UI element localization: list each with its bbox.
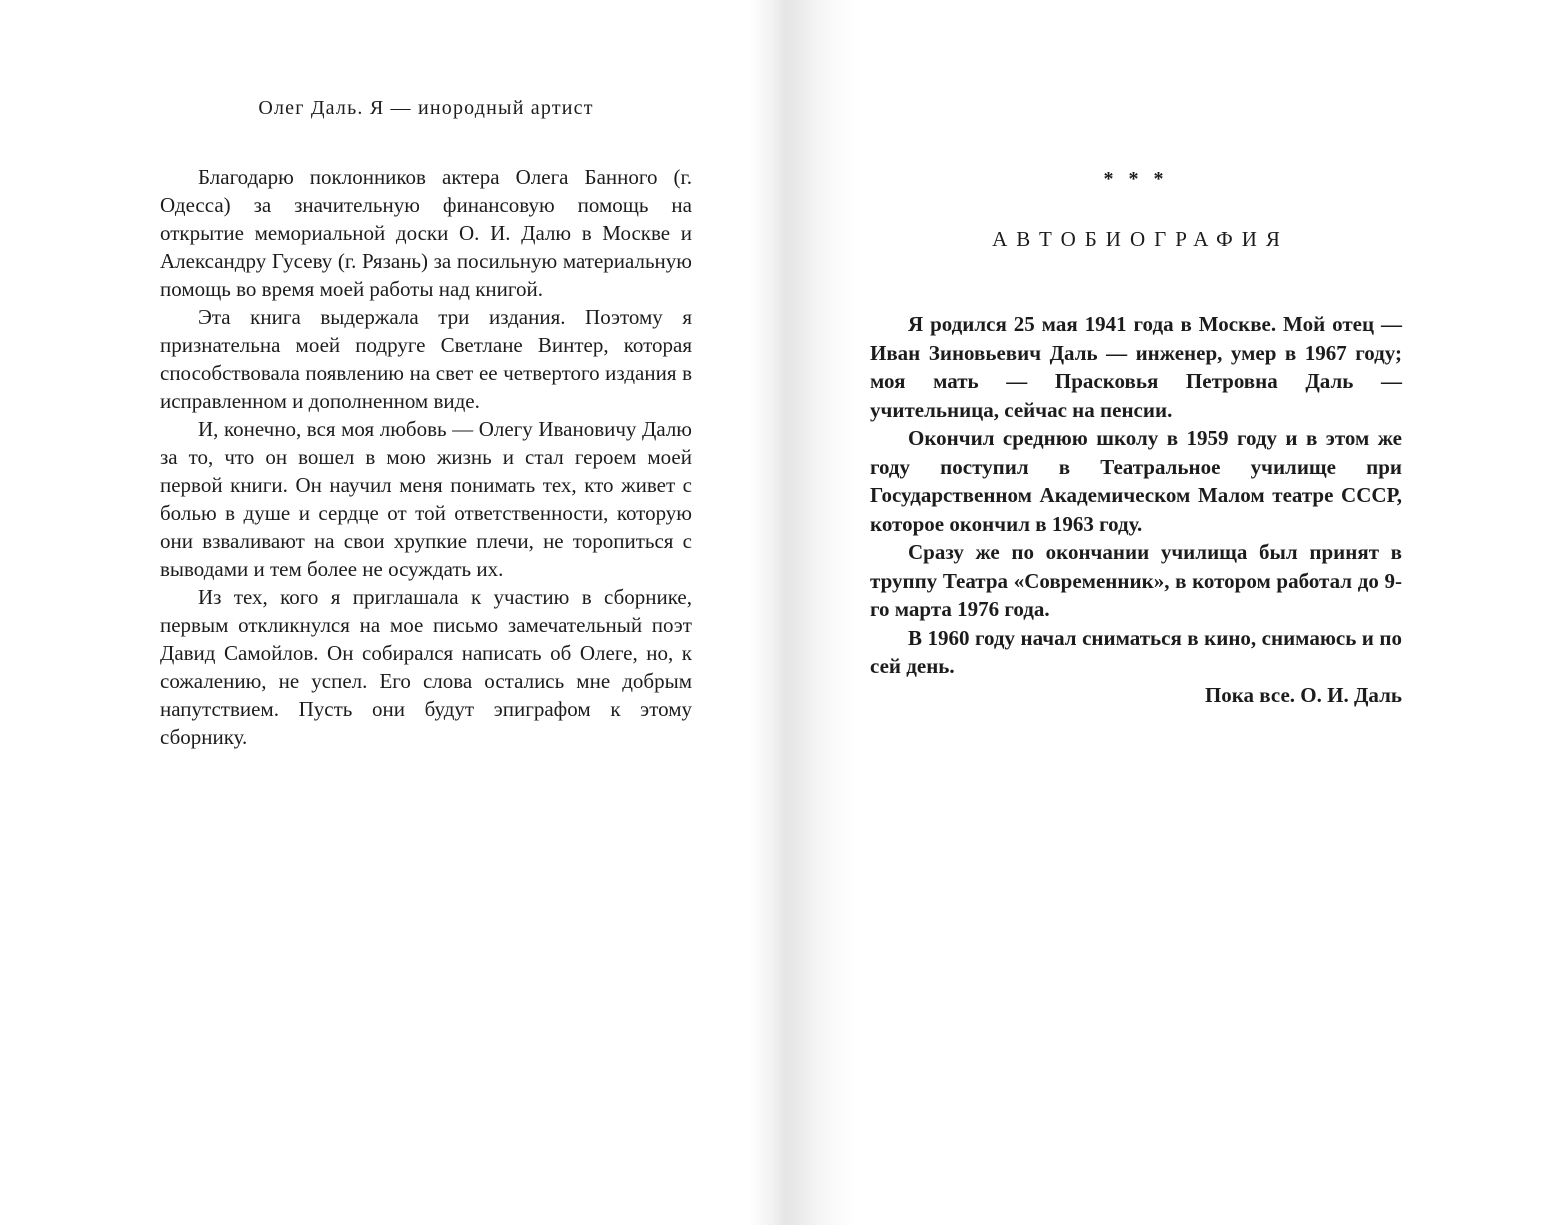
paragraph: Эта книга выдержала три издания. Поэтому я признательна моей подруге Светлане Винтер, которая способствовала появлению на свет ее четвертого издания в исправленном и дополненном виде.: [160, 305, 692, 413]
paragraph: И, конечно, вся моя любовь — Олегу Ивановичу Далю за то, что он вошел в мою жизнь и стал героем моей первой книги. Он научил меня понимать тех, кто живет с болью в душе и сердце от той ответственности, которую они взваливают на свои хрупкие плечи, не торопиться с выводами и тем более не осуждать их.: [160, 417, 692, 581]
left-page: [0, 0, 770, 1225]
chapter-title: АВТОБИОГРАФИЯ: [992, 227, 1289, 251]
running-header: Олег Даль. Я — инородный артист: [258, 97, 594, 119]
paragraph: Я родился 25 мая 1941 года в Москве. Мой отец — Иван Зиновьевич Даль — инженер, умер в 1967 году; моя мать — Прасковья Петровна Даль — учительница, сейчас на пенсии.: [870, 312, 1402, 422]
paragraph: В 1960 году начал сниматься в кино, снимаюсь и по сей день.: [870, 625, 1402, 678]
left-page-text: [160, 163, 692, 751]
right-page: [790, 0, 1556, 1225]
paragraph: Сразу же по окончании училища был принят в труппу Театра «Современник», в котором работал до 9-го марта 1976 года.: [870, 540, 1402, 621]
paragraph: Благодарю поклонников актера Олега Банного (г. Одесса) за значительную финансовую помощь на открытие мемориальной доски О. И. Далю в Москве и Александру Гусеву (г. Рязань) за посильную материальную помощь во время моей работы над книгой.: [160, 165, 692, 301]
section-marker: * * *: [1103, 168, 1169, 190]
paragraph: Окончил среднюю школу в 1959 году и в этом же году поступил в Театральное училище при Государственном Академическом Малом театре СССР, которое окончил в 1963 году.: [870, 426, 1402, 536]
signature: Пока все. О. И. Даль: [1204, 682, 1402, 707]
right-page-text: [870, 310, 1402, 709]
paragraph: Из тех, кого я приглашала к участию в сборнике, первым откликнулся на мое письмо замечательный поэт Давид Самойлов. Он собирался написать об Олеге, но, к сожалению, не успел. Его слова остались мне добрым напутствием. Пусть они будут эпиграфом к этому сборнику.: [160, 585, 692, 749]
